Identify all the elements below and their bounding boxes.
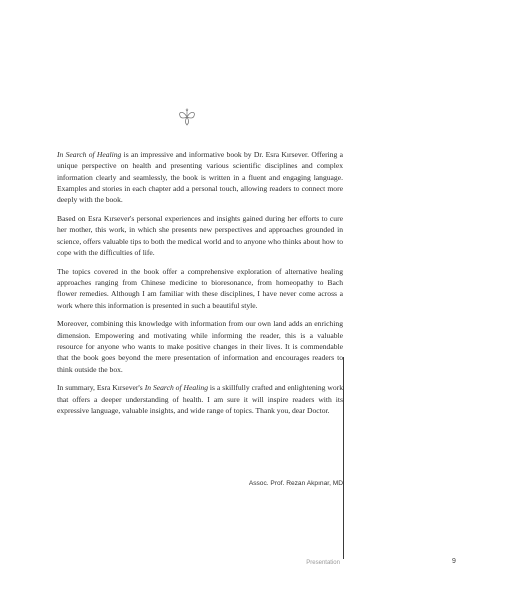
signature: Assoc. Prof. Rezan Akpınar, MD <box>248 480 343 487</box>
paragraph-1 <box>57 149 343 205</box>
page-number: 9 <box>452 558 456 565</box>
paragraph-4: Moreover, combining this knowledge with information from our own land adds an enriching dimension. Empowering and motivating while informing the reader, this is a valuable resource for anyone who wants to make positive changes in their lives. It is commendable that the book goes beyond the mere presentation of information and encourages readers to think outside the box. <box>57 319 343 374</box>
paragraph-3: The topics covered in the book offer a comprehensive exploration of alternative healing approaches ranging from Chinese medicine to bioresonance, from homeopathy to Bach flower remedies. Although I am familiar with these disciplines, I have never come across a work where this information is presented in such a beautiful style. <box>57 266 343 310</box>
body-text <box>57 149 343 424</box>
footer-section-label: Presentation <box>306 560 340 566</box>
paragraph-5 <box>57 382 343 416</box>
paragraph-text: is a skillfully crafted and enlightening work that offers a deeper understanding of health. I am sure it will inspire readers with its expressive language, valuable insights, and wide range of topics. Thank you, dear Doctor. <box>57 383 343 415</box>
paragraph-text: In summary, Esra Kırsever's <box>57 383 145 393</box>
paragraph-text: is an impressive and informative book by Dr. Esra Kırsever. Offering a unique perspective on health and presenting various scientific disciplines and complex information clearly and seamlessly, the book is written in a fluent and engaging language. Examples and stories in each chapter add a personal touch, allowing readers to connect more deeply with the book. <box>57 150 343 205</box>
book-title: In Search of Healing <box>57 150 122 159</box>
vertical-rule <box>343 357 344 559</box>
floral-ornament-icon <box>176 108 198 126</box>
paragraph-2: Based on Esra Kırsever's personal experiences and insights gained during her efforts to cure her mother, this work, in which she presents new perspectives and approaches grounded in science, offers valuable tips to both the medical world and to anyone who thinks about how to cope with the difficulties of life. <box>57 213 343 257</box>
book-title: In Search of Healing <box>144 383 208 393</box>
